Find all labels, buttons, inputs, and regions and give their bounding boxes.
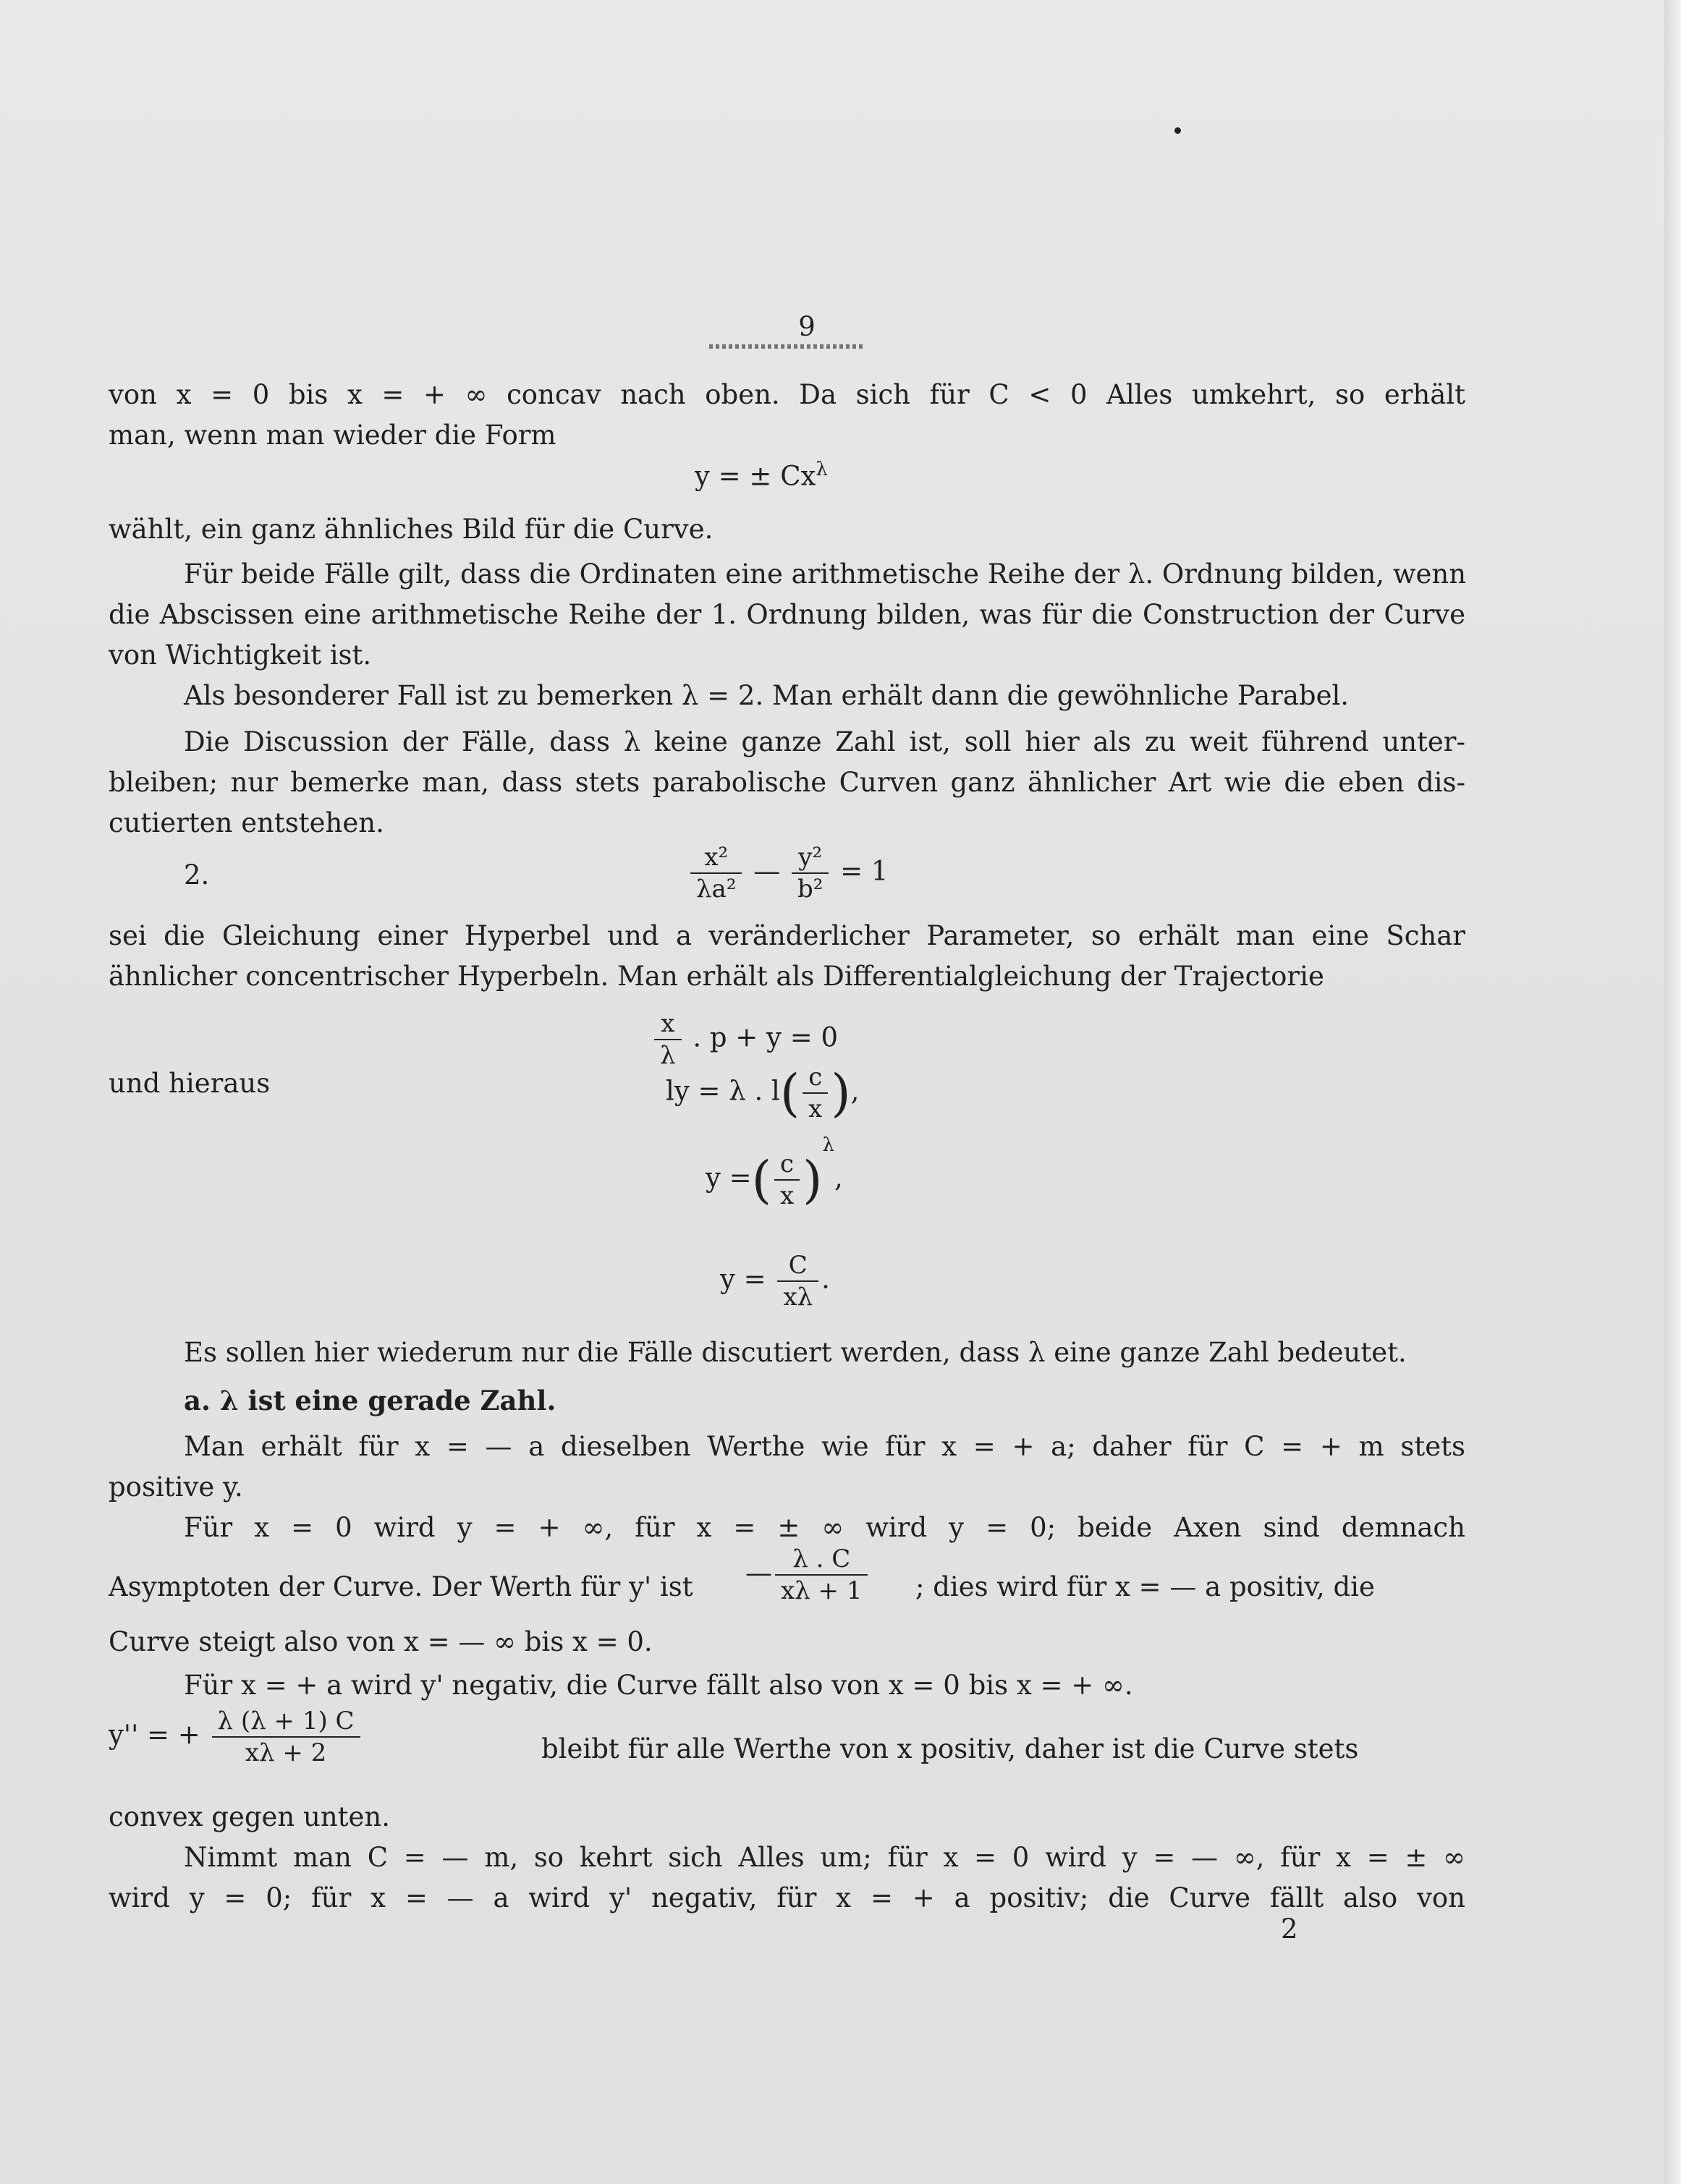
formula-logarithm: ly = λ . l( $\frac{c}{x}$ ),: [666, 1063, 860, 1123]
text-line-4: Für beide Fälle gilt, dass die Ordinaten eine arithmetische Reihe der λ. Ordnung bilden, wenn: [184, 558, 1467, 590]
text-line-13: und hieraus: [109, 1068, 271, 1099]
text-line-3: wählt, ein ganz ähnliches Bild für die Curve.: [109, 514, 714, 545]
text-line-16: Man erhält für x = — a dieselben Werthe wie für x = + a; daher für C = + m stets: [184, 1431, 1465, 1462]
text-line-14: Es sollen hier wiederum nur die Fälle discutiert werden, dass λ eine ganze Zahl bedeutet.: [184, 1337, 1407, 1368]
text-line-1: von x = 0 bis x = + ∞ concav nach oben. Da sich für C < 0 Alles umkehrt, so erhält: [109, 379, 1465, 410]
text-line-23: bleibt für alle Werthe von x positiv, daher ist die Curve stets: [541, 1733, 1359, 1764]
text-line-8: Die Discussion der Fälle, dass λ keine ganze Zahl ist, soll hier als zu weit führend unter-: [184, 726, 1465, 757]
text-line-11: sei die Gleichung einer Hyperbel und a veränderlicher Parameter, so erhält man eine Schar: [109, 920, 1465, 951]
page-number-ornament: [709, 344, 865, 349]
formula-power-curve-main: y = ± Cx: [695, 460, 816, 492]
text-line-25: Nimmt man C = — m, so kehrt sich Alles um; für x = 0 wird y = — ∞, für x = ± ∞: [184, 1842, 1465, 1873]
formula-final-solution: y = $\frac{C}{x\lambda}$ .: [720, 1251, 830, 1312]
text-line-19: Asymptoten der Curve. Der Werth für y' ist: [109, 1571, 693, 1602]
ink-speck: [1174, 127, 1181, 134]
formula-section-label: 2.: [184, 859, 210, 891]
fraction-y: $\frac{\text{y²}}{\text{b²}}$: [792, 844, 829, 903]
text-line-24: convex gegen unten.: [109, 1801, 391, 1832]
text-line-5: die Abscissen eine arithmetische Reihe der 1. Ordnung bilden, was für die Construction der Curve: [109, 599, 1465, 630]
page-number: 9: [798, 311, 816, 342]
formula-power-solution: y =( $\frac{c}{x}$ )$^\lambda$,: [706, 1134, 843, 1210]
text-line-15: a. λ ist eine gerade Zahl.: [184, 1385, 556, 1416]
formula-first-derivative: — $\frac{\lambda . C}{x\lambda + 1}$: [745, 1545, 871, 1605]
text-line-22: Für x = + a wird y' negativ, die Curve fällt also von x = 0 bis x = + ∞.: [184, 1670, 1133, 1701]
page-edge: [1664, 0, 1681, 2184]
text-line-2: man, wenn man wieder die Form: [109, 420, 556, 451]
formula-hyperbola: $\frac{\text{x²}}{\text{λa²}}$ — $\frac{\text{y²}}{\text{b²}}$ = 1: [687, 844, 888, 903]
formula-power-curve: [695, 459, 828, 491]
text-line-6: von Wichtigkeit ist.: [109, 640, 372, 671]
fraction-x: $\frac{\text{x²}}{\text{λa²}}$: [690, 844, 742, 903]
text-line-26: wird y = 0; für x = — a wird y' negativ, für x = + a positiv; die Curve fällt also von: [109, 1882, 1465, 1913]
text-line-9: bleiben; nur bemerke man, dass stets parabolische Curven ganz ähnlicher Art wie die eben dis-: [109, 767, 1465, 798]
formula-second-derivative: y'' = + $\frac{\lambda (\lambda + 1) C}{x\lambda + 2}$: [109, 1707, 363, 1767]
text-line-17: positive y.: [109, 1471, 243, 1503]
signature-mark: 2: [1281, 1913, 1298, 1945]
text-line-18: Für x = 0 wird y = + ∞, für x = ± ∞ wird y = 0; beide Axen sind demnach: [184, 1512, 1465, 1543]
text-line-12: ähnlicher concentrischer Hyperbeln. Man erhält als Differentialgleichung der Trajectorie: [109, 961, 1324, 992]
text-line-7: Als besonderer Fall ist zu bemerken λ = 2. Man erhält dann die gewöhnliche Parabel.: [184, 680, 1350, 711]
text-line-20: ; dies wird für x = — a positiv, die: [915, 1571, 1375, 1602]
text-line-21: Curve steigt also von x = — ∞ bis x = 0.: [109, 1626, 653, 1657]
text-line-10: cutierten entstehen.: [109, 807, 384, 838]
formula-power-curve-exponent: λ: [816, 459, 828, 480]
formula-differential: $\frac{x}{\lambda}$ . p + y = 0: [651, 1010, 838, 1069]
